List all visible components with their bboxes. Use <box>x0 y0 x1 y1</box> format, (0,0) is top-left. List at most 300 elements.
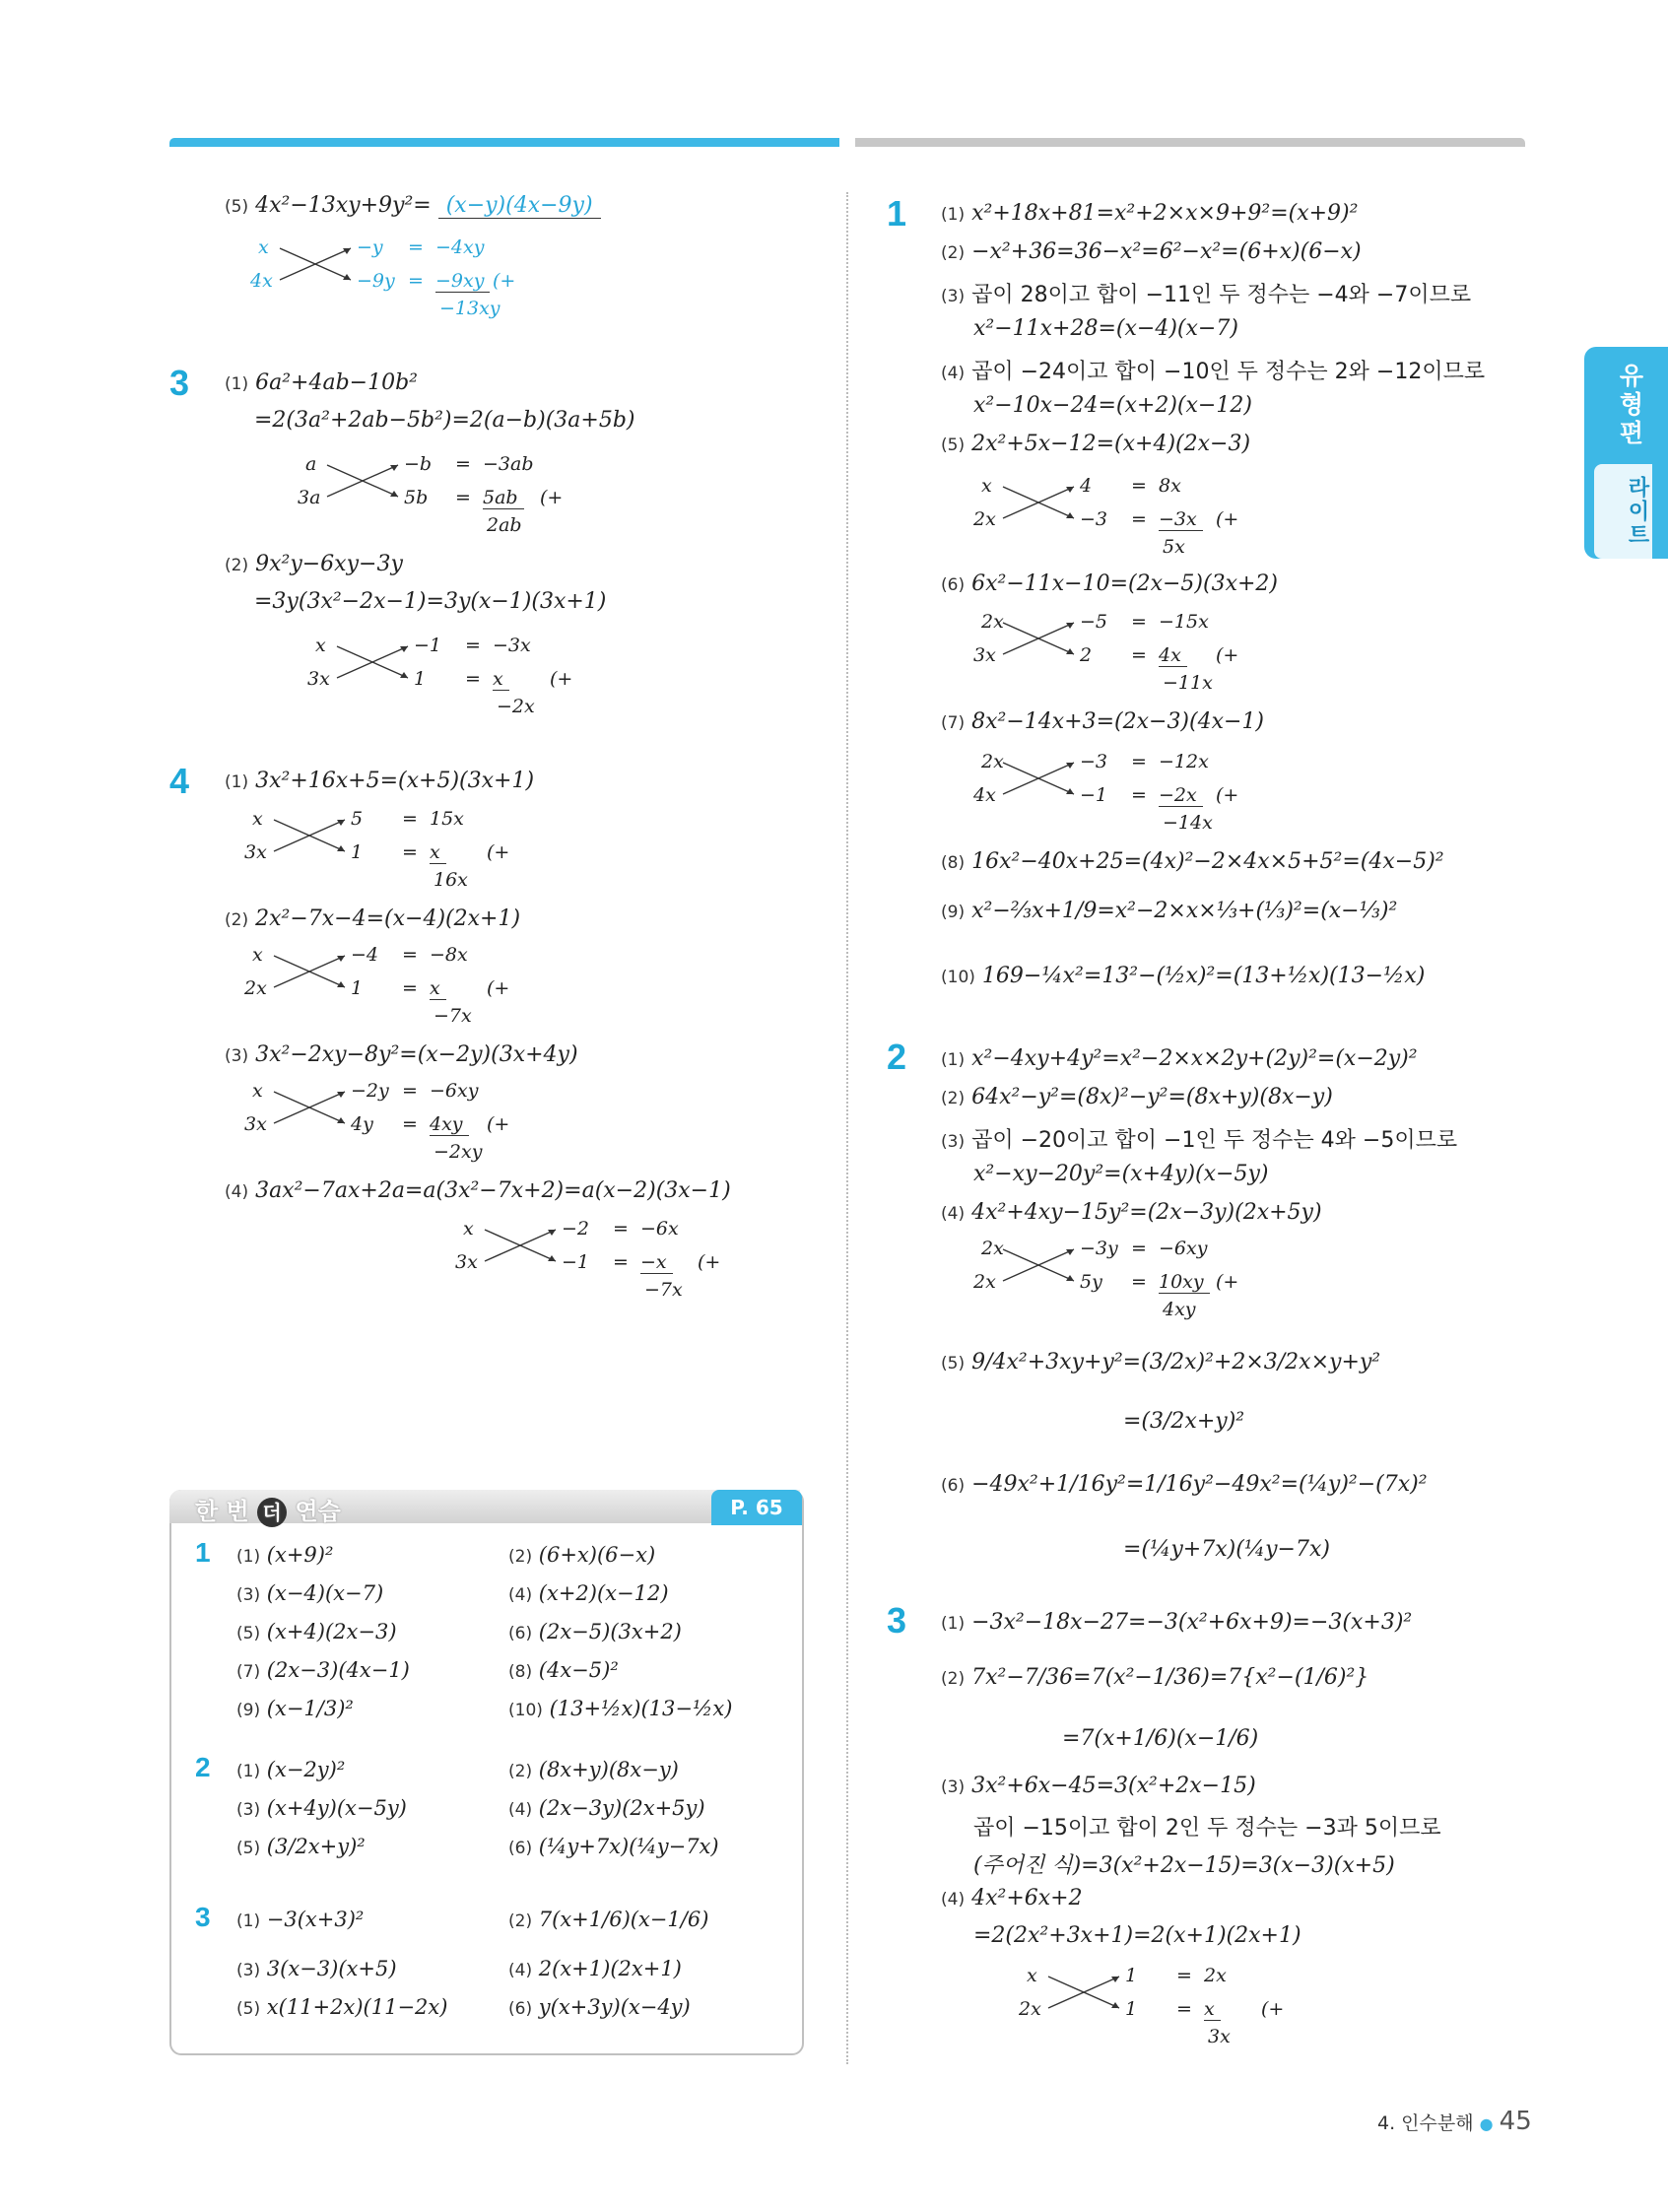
item-label: (2) <box>941 243 966 263</box>
equals-sign: = <box>402 1080 418 1102</box>
header-bar-left <box>169 138 839 147</box>
cross-arrows-icon <box>280 244 359 284</box>
practice-answer <box>236 1581 383 1605</box>
equation-line: 7x²−7/36=7(x²−1/36)=7{x²−(1/6)²} <box>971 1665 1369 1690</box>
cross-factor: 4x <box>250 270 273 292</box>
cross-arrows-icon <box>274 1088 353 1127</box>
plus-mark: (+ <box>1261 1998 1285 2020</box>
equation-line: =3y(3x²−2x−1)=3y(x−1)(3x+1) <box>254 589 607 614</box>
equation <box>225 769 534 793</box>
column-divider <box>846 192 848 2064</box>
cross-product: −6x <box>640 1218 679 1240</box>
practice-group-number: 1 <box>195 1537 211 1568</box>
cross-product: x <box>430 841 446 864</box>
equals-sign: = <box>1131 1238 1147 1259</box>
item-label: (6) <box>508 1999 533 2019</box>
cross-product: −x <box>640 1251 673 1274</box>
item-label: (4) <box>508 1800 533 1820</box>
cross-factor: x <box>315 635 326 656</box>
cross-factor: x <box>252 944 263 966</box>
equals-sign: = <box>408 236 424 258</box>
equation <box>941 899 1397 923</box>
equation-line: x²−⅔x+1/9=x²−2×x×⅓+(⅓)²=(x−⅓)² <box>971 899 1398 923</box>
item-label: (1) <box>225 772 249 792</box>
cross-product: −4xy <box>435 236 485 258</box>
plus-mark: (+ <box>540 487 564 508</box>
practice-answer <box>236 1957 397 1980</box>
equals-sign: = <box>613 1218 629 1240</box>
item-label: (3) <box>941 287 966 306</box>
cross-factor: 1 <box>414 668 427 690</box>
cross-arrows-icon <box>337 642 416 682</box>
cross-product: 4x <box>1159 644 1187 667</box>
equals-sign: = <box>465 635 481 656</box>
practice-answer <box>236 1658 410 1682</box>
item-label: (7) <box>941 713 966 733</box>
plus-mark: (+ <box>493 270 516 292</box>
cross-factor: 1 <box>1125 1998 1138 2020</box>
practice-answer <box>508 1658 619 1682</box>
equation-line: 64x²−y²=(8x)²−y²=(8x+y)(8x−y) <box>971 1085 1333 1109</box>
answer-value: y(x+3y)(x−4y) <box>538 1995 691 2019</box>
equation <box>941 355 1485 385</box>
question-number: 2 <box>887 1037 907 1077</box>
item-label: (1) <box>236 1762 261 1781</box>
equation <box>225 552 403 576</box>
plus-mark: (+ <box>1216 784 1239 806</box>
item-label: (2) <box>225 556 249 575</box>
cross-diagram <box>307 635 611 723</box>
page-reference-badge[interactable]: P. 65 <box>711 1490 802 1525</box>
equation-line: 6a²+4ab−10b² <box>255 370 418 395</box>
cross-factor: 2x <box>981 751 1004 772</box>
equals-sign: = <box>1131 644 1147 666</box>
item-label: (3) <box>236 1585 261 1605</box>
item-label: (6) <box>508 1624 533 1643</box>
cross-sum: 16x <box>434 869 468 891</box>
equation <box>941 1123 1457 1154</box>
item-label: (7) <box>236 1662 261 1682</box>
answer-value: (6+x)(6−x) <box>538 1543 656 1567</box>
answer-value: (13+½x)(13−½x) <box>549 1697 733 1720</box>
equation <box>941 1774 1256 1798</box>
cross-product: −6xy <box>430 1080 479 1102</box>
cross-product: 4xy <box>430 1113 469 1136</box>
equation-line: 9/4x²+3xy+y²=(3/2x)²+2×3/2x×y+y² <box>971 1350 1381 1374</box>
cross-sum: −11x <box>1163 672 1213 694</box>
cross-factor: x <box>252 808 263 830</box>
item-label: (1) <box>941 1614 966 1634</box>
item-label: (4) <box>225 1182 249 1202</box>
practice-title-text: 연습 <box>295 1498 341 1525</box>
equals-sign: = <box>1131 784 1147 806</box>
cross-product: 2x <box>1204 1965 1227 1986</box>
equation-line: x²−11x+28=(x−4)(x−7) <box>973 316 1238 341</box>
item-label: (6) <box>941 1476 966 1496</box>
practice-answer <box>508 1758 679 1781</box>
cross-factor: 2x <box>244 977 267 999</box>
item-label: (10) <box>508 1701 543 1720</box>
practice-answer <box>236 1995 447 2019</box>
item-label: (3) <box>236 1961 261 1980</box>
cross-product: x <box>1204 1998 1221 2021</box>
equation <box>941 432 1250 456</box>
cross-sum: 2ab <box>487 514 522 536</box>
cross-arrows-icon <box>274 952 353 991</box>
item-label: (6) <box>508 1839 533 1858</box>
practice-answer <box>508 1581 669 1605</box>
equals-sign: = <box>1176 1965 1192 1986</box>
item-label: (5) <box>225 197 249 217</box>
answer-value: (8x+y)(8x−y) <box>538 1758 679 1781</box>
answer-value: (2x−5)(3x+2) <box>538 1620 682 1643</box>
equation-line: 곱이 −15이고 합이 2인 두 정수는 −3과 5이므로 <box>973 1816 1441 1841</box>
item-label: (5) <box>941 1354 966 1374</box>
cross-diagram <box>244 808 548 897</box>
equation <box>941 1886 1083 1910</box>
equation <box>941 239 1362 264</box>
item-label: (5) <box>941 436 966 455</box>
equals-sign: = <box>402 977 418 999</box>
practice-title-text: 한 번 <box>195 1498 249 1525</box>
side-tab[interactable] <box>1584 347 1668 559</box>
cross-product: 15x <box>430 808 464 830</box>
cross-factor: 2x <box>973 508 996 530</box>
cross-factor: x <box>252 1080 263 1102</box>
cross-sum: 3x <box>1208 2026 1231 2047</box>
cross-factor: −4 <box>351 944 379 966</box>
equation-line: 4x²+4xy−15y²=(2x−3y)(2x+5y) <box>971 1200 1322 1225</box>
cross-factor: x <box>981 475 992 497</box>
cross-arrows-icon <box>485 1226 564 1265</box>
side-tab-sublabel: 라이트 <box>1594 464 1652 559</box>
cross-diagram <box>244 1080 548 1169</box>
equation <box>973 316 1238 341</box>
cross-product: −6xy <box>1159 1238 1208 1259</box>
answer: (x−y)(4x−9y) <box>438 193 601 219</box>
equation-line: (주어진 식)=3(x²+2x−15)=3(x−3)(x+5) <box>973 1853 1395 1878</box>
chapter-title: 4. 인수분해 <box>1377 2112 1474 2134</box>
cross-factor: 4x <box>973 784 996 806</box>
cross-factor: −2 <box>562 1218 590 1240</box>
plus-mark: (+ <box>698 1251 721 1273</box>
equation-line: 2x²−7x−4=(x−4)(2x+1) <box>255 906 521 931</box>
cross-factor: x <box>1027 1965 1037 1986</box>
cross-factor: −3 <box>1080 751 1108 772</box>
item-label: (2) <box>941 1089 966 1108</box>
cross-product: 5ab <box>483 487 524 509</box>
equation-line: 2x²+5x−12=(x+4)(2x−3) <box>971 432 1251 456</box>
answer-value: (x−4)(x−7) <box>266 1581 384 1605</box>
cross-arrows-icon <box>274 816 353 855</box>
cross-product: −8x <box>430 944 468 966</box>
item-label: (6) <box>941 575 966 595</box>
cross-factor: −b <box>404 453 433 475</box>
cross-factor: −3 <box>1080 508 1108 530</box>
practice-group-number: 3 <box>195 1902 211 1932</box>
item-label: (4) <box>508 1961 533 1980</box>
equals-sign: = <box>402 944 418 966</box>
page-number: 45 <box>1499 2107 1532 2136</box>
equation-line: −x²+36=36−x²=6²−x²=(6+x)(6−x) <box>971 239 1362 264</box>
answer-value: (x+9)² <box>266 1543 334 1567</box>
equals-sign: = <box>402 1113 418 1135</box>
cross-arrows-icon <box>1003 483 1082 522</box>
cross-diagram <box>973 611 1277 700</box>
cross-factor: 2 <box>1080 644 1093 666</box>
cross-product: x <box>430 977 446 1000</box>
cross-factor: x <box>258 236 269 258</box>
equation <box>225 1042 578 1067</box>
answer-value: (2x−3y)(2x+5y) <box>538 1796 705 1820</box>
cross-factor: 2x <box>981 1238 1004 1259</box>
item-label: (1) <box>225 374 249 394</box>
item-label: (1) <box>236 1547 261 1567</box>
equation-line: 3x²−2xy−8y²=(x−2y)(3x+4y) <box>255 1042 578 1067</box>
answer-value: 2(x+1)(2x+1) <box>538 1957 682 1980</box>
side-tab-label: 유형편 <box>1616 363 1644 448</box>
answer-value: (3/2x+y)² <box>266 1835 366 1858</box>
cross-diagram <box>244 944 548 1033</box>
cross-factor: −1 <box>414 635 442 656</box>
plus-mark: (+ <box>1216 644 1239 666</box>
practice-answer <box>236 1835 366 1858</box>
cross-factor: 3x <box>307 668 330 690</box>
equation <box>225 906 520 931</box>
equation-line: 3x²+6x−45=3(x²+2x−15) <box>971 1774 1256 1798</box>
equation-line: 9x²y−6xy−3y <box>255 552 403 576</box>
answer-value: x(11+2x)(11−2x) <box>266 1995 448 2019</box>
cross-arrows-icon <box>1003 1245 1082 1285</box>
question-number: 3 <box>169 363 190 403</box>
cross-factor: 1 <box>1125 1965 1138 1986</box>
equation <box>225 1178 731 1203</box>
cross-factor: 3x <box>244 1113 267 1135</box>
item-label: (5) <box>236 1999 261 2019</box>
cross-product: x <box>493 668 509 691</box>
item-label: (3) <box>225 1046 249 1066</box>
equation-line: x²+18x+81=x²+2×x×9+9²=(x+9)² <box>971 201 1359 226</box>
cross-sum: −7x <box>644 1279 683 1301</box>
equation <box>225 370 418 395</box>
answer-value: (x+2)(x−12) <box>538 1581 669 1605</box>
equation-line: 4x²+6x+2 <box>971 1886 1083 1910</box>
item-label: (8) <box>508 1662 533 1682</box>
cross-product: −2x <box>1159 784 1203 807</box>
cross-factor: 3x <box>973 644 996 666</box>
answer-value: (x+4)(2x−3) <box>266 1620 397 1643</box>
item-label: (3) <box>941 1132 966 1152</box>
practice-answer <box>236 1697 354 1720</box>
equation <box>973 393 1252 418</box>
equals-sign: = <box>465 668 481 690</box>
cross-factor: 5b <box>404 487 429 508</box>
cross-factor: −y <box>357 236 383 258</box>
practice-answer <box>508 1543 655 1567</box>
equation <box>941 1200 1322 1225</box>
cross-arrows-icon <box>1003 619 1082 658</box>
equals-sign: = <box>455 453 471 475</box>
cross-sum: −13xy <box>439 298 500 319</box>
item-label: (4) <box>941 364 966 383</box>
item-label: (5) <box>236 1839 261 1858</box>
practice-answer <box>508 1697 732 1720</box>
item-label: (2) <box>225 910 249 930</box>
cross-diagram <box>455 1218 759 1307</box>
equation <box>973 1162 1268 1186</box>
equation-line: x²−4xy+4y²=x²−2×x×2y+(2y)²=(x−2y)² <box>971 1046 1418 1071</box>
cross-factor: 3x <box>455 1251 478 1273</box>
item-label: (1) <box>941 1050 966 1070</box>
equation <box>941 1665 1368 1690</box>
equation-line: x²−10x−24=(x+2)(x−12) <box>973 393 1252 418</box>
cross-product: 10xy <box>1159 1271 1210 1294</box>
item-label: (8) <box>941 853 966 873</box>
cross-factor: a <box>305 453 317 475</box>
practice-answer <box>508 1835 719 1858</box>
plus-mark: (+ <box>550 668 573 690</box>
page-footer <box>1377 2107 1532 2136</box>
cross-diagram <box>973 1238 1277 1326</box>
answer-value: (4x−5)² <box>538 1658 619 1682</box>
cross-product: −3x <box>493 635 531 656</box>
item-label: (10) <box>941 968 975 987</box>
cross-product: −15x <box>1159 611 1209 633</box>
equation-line: =7(x+1/6)(x−1/6) <box>1062 1726 1259 1751</box>
cross-diagram <box>298 453 601 542</box>
equation-line: =(3/2x+y)² <box>1123 1409 1245 1434</box>
practice-answer <box>236 1796 407 1820</box>
cross-factor: −9y <box>357 270 395 292</box>
equation-line: −49x²+1/16y²=1/16y²−49x²=(¼y)²−(7x)² <box>971 1472 1428 1497</box>
cross-sum: −2x <box>497 696 535 717</box>
practice-answer <box>508 1908 708 1931</box>
item-label: (3) <box>236 1800 261 1820</box>
equals-sign: = <box>1131 1271 1147 1293</box>
equation-line: 3ax²−7ax+2a=a(3x²−7x+2)=a(x−2)(3x−1) <box>255 1178 731 1203</box>
cross-product: −12x <box>1159 751 1209 772</box>
cross-arrows-icon <box>1003 759 1082 798</box>
item-label: (2) <box>941 1669 966 1689</box>
answer-value: 7(x+1/6)(x−1/6) <box>538 1908 709 1931</box>
question-number: 3 <box>887 1600 907 1641</box>
cross-sum: 5x <box>1163 536 1185 558</box>
practice-title-circle: 더 <box>257 1498 287 1527</box>
practice-group-number: 2 <box>195 1752 211 1782</box>
equals-sign: = <box>402 841 418 863</box>
cross-diagram <box>1019 1965 1322 2053</box>
item-label: (2) <box>508 1762 533 1781</box>
practice-answer <box>236 1908 364 1931</box>
equation-line: 8x²−14x+3=(2x−3)(4x−1) <box>971 709 1265 734</box>
equals-sign: = <box>1131 475 1147 497</box>
equation-line: 6x²−11x−10=(2x−5)(3x+2) <box>971 571 1279 596</box>
item-label: (1) <box>236 1911 261 1931</box>
cross-factor: 2x <box>1019 1998 1041 2020</box>
plus-mark: (+ <box>1216 1271 1239 1293</box>
practice-answer <box>508 1995 691 2019</box>
question-number: 1 <box>887 193 907 234</box>
item-label: (2) <box>508 1547 533 1567</box>
plus-mark: (+ <box>487 1113 510 1135</box>
item-label: (1) <box>941 205 966 225</box>
cross-product: 8x <box>1159 475 1181 497</box>
cross-factor: 1 <box>351 977 364 999</box>
cross-factor: 2x <box>981 611 1004 633</box>
item-label: (9) <box>236 1701 261 1720</box>
equation <box>941 849 1444 874</box>
cross-factor: −1 <box>562 1251 590 1273</box>
cross-factor: 2x <box>973 1271 996 1293</box>
equation-line: =2(2x²+3x+1)=2(x+1)(2x+1) <box>973 1923 1301 1948</box>
equation: 4x²−13xy+9y²= <box>255 193 432 218</box>
practice-answer <box>236 1543 333 1567</box>
equation <box>941 709 1264 734</box>
left-p5-line <box>225 193 601 218</box>
equation-line: 3x²+16x+5=(x+5)(3x+1) <box>255 769 535 793</box>
cross-factor: x <box>463 1218 474 1240</box>
equation <box>941 278 1471 308</box>
practice-header <box>169 1490 800 1527</box>
item-label: (3) <box>941 1777 966 1797</box>
item-label: (2) <box>508 1911 533 1931</box>
cross-sum: −7x <box>434 1005 472 1027</box>
plus-mark: (+ <box>1216 508 1239 530</box>
cross-factor: 4 <box>1080 475 1093 497</box>
equals-sign: = <box>455 487 471 508</box>
equation <box>941 1350 1380 1374</box>
practice-answer <box>508 1620 682 1643</box>
equals-sign: = <box>408 270 424 292</box>
equals-sign: = <box>402 808 418 830</box>
plus-mark: (+ <box>487 977 510 999</box>
practice-title <box>195 1492 341 1527</box>
equation-line: 곱이 28이고 합이 −11인 두 정수는 −4와 −7이므로 <box>971 283 1472 307</box>
equation-line: x²−xy−20y²=(x+4y)(x−5y) <box>973 1162 1269 1186</box>
equation <box>941 1610 1412 1635</box>
equals-sign: = <box>1131 611 1147 633</box>
practice-answer <box>508 1796 705 1820</box>
equation-line: 16x²−40x+25=(4x)²−2×4x×5+5²=(4x−5)² <box>971 849 1444 874</box>
equation-line: 곱이 −20이고 합이 −1인 두 정수는 4와 −5이므로 <box>971 1128 1458 1153</box>
item-label: (4) <box>941 1890 966 1910</box>
cross-product: −3ab <box>483 453 534 475</box>
answer-value: (x+4y)(x−5y) <box>266 1796 407 1820</box>
equation-line: 곱이 −24이고 합이 −10인 두 정수는 2와 −12이므로 <box>971 360 1486 384</box>
answer-value: −3(x+3)² <box>266 1908 365 1931</box>
cross-factor: 3x <box>244 841 267 863</box>
equals-sign: = <box>1176 1998 1192 2020</box>
answer-value: (2x−3)(4x−1) <box>266 1658 410 1682</box>
cross-diagram <box>973 475 1277 564</box>
cross-factor: −2y <box>351 1080 389 1102</box>
footer-dot-icon: ● <box>1479 2114 1494 2133</box>
item-label: (9) <box>941 903 966 922</box>
cross-sum: −2xy <box>434 1141 483 1163</box>
cross-factor: 5 <box>351 808 364 830</box>
cross-factor: 1 <box>351 841 364 863</box>
equation-line: 169−¼x²=13²−(½x)²=(13+½x)(13−½x) <box>981 964 1426 988</box>
equals-sign: = <box>613 1251 629 1273</box>
equation-line: =2(3a²+2ab−5b²)=2(a−b)(3a+5b) <box>254 408 635 433</box>
cross-factor: −5 <box>1080 611 1108 633</box>
cross-diagram <box>250 236 554 325</box>
cross-factor: 3a <box>298 487 321 508</box>
equals-sign: = <box>1131 508 1147 530</box>
cross-arrows-icon <box>1048 1973 1127 2012</box>
equation <box>941 1046 1418 1071</box>
cross-factor: −1 <box>1080 784 1108 806</box>
